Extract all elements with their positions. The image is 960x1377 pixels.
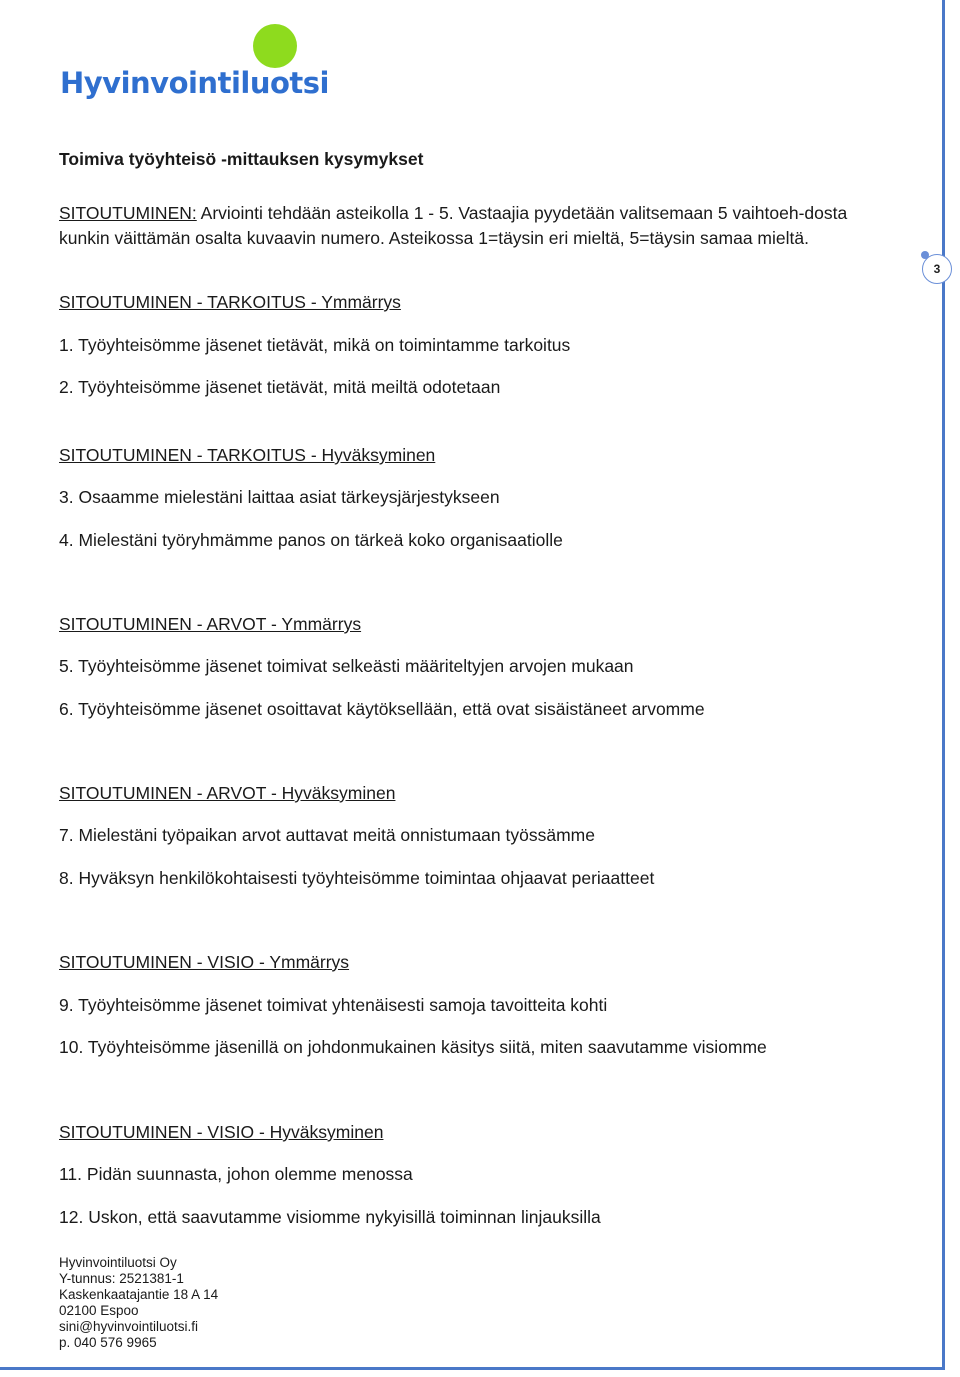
question-item: 4. Mielestäni työryhmämme panos on tärkeä koko organisaatiolle [59, 530, 563, 550]
page-frame-right [942, 0, 945, 1370]
footer-email[interactable]: sini@hyvinvointiluotsi.fi [59, 1319, 199, 1334]
page-number: 3 [922, 254, 952, 284]
section-heading: SITOUTUMINEN - ARVOT - Hyväksyminen [59, 783, 396, 803]
footer-business-id: Y-tunnus: 2521381-1 [59, 1271, 184, 1286]
question-item: 2. Työyhteisömme jäsenet tietävät, mitä meiltä odotetaan [59, 377, 501, 397]
footer-contact [59, 1255, 218, 1351]
section-heading: SITOUTUMINEN - TARKOITUS - Ymmärrys [59, 292, 401, 312]
question-item: 8. Hyväksyn henkilökohtaisesti työyhteisömme toimintaa ohjaavat periaatteet [59, 868, 655, 888]
intro-text: Arviointi tehdään asteikolla 1 - 5. Vastaajia pyydetään valitsemaan 5 vaihtoeh-dosta kunkin väittämän osalta kuvaavin numero. Asteikossa 1=täysin eri mieltä, 5=täysin samaa mieltä. [59, 203, 848, 248]
company-logo [60, 22, 329, 102]
section-heading: SITOUTUMINEN - VISIO - Hyväksyminen [59, 1122, 384, 1142]
question-item: 1. Työyhteisömme jäsenet tietävät, mikä on toimintamme tarkoitus [59, 335, 571, 355]
logo-dot-icon [253, 24, 297, 68]
question-item: 11. Pidän suunnasta, johon olemme menossa [59, 1164, 413, 1184]
logo-text: Hyvinvointiluotsi [60, 66, 329, 100]
question-item: 7. Mielestäni työpaikan arvot auttavat meitä onnistumaan työssämme [59, 825, 595, 845]
section-heading: SITOUTUMINEN - VISIO - Ymmärrys [59, 952, 350, 972]
question-item: 6. Työyhteisömme jäsenet osoittavat käytöksellään, että ovat sisäistäneet arvomme [59, 699, 705, 719]
section-heading: SITOUTUMINEN - ARVOT - Ymmärrys [59, 614, 362, 634]
footer-company: Hyvinvointiluotsi Oy [59, 1255, 177, 1270]
intro-paragraph [59, 201, 889, 251]
document-title: Toimiva työyhteisö -mittauksen kysymykset [59, 149, 424, 169]
footer-street: Kaskenkaatajantie 18 A 14 [59, 1287, 219, 1302]
question-item: 9. Työyhteisömme jäsenet toimivat yhtenäisesti samoja tavoitteita kohti [59, 995, 608, 1015]
footer-phone: p. 040 576 9965 [59, 1335, 157, 1350]
question-item: 10. Työyhteisömme jäsenillä on johdonmukainen käsitys siitä, miten saavutamme visiomme [59, 1037, 767, 1057]
footer-postal: 02100 Espoo [59, 1303, 139, 1318]
question-item: 12. Uskon, että saavutamme visiomme nykyisillä toiminnan linjauksilla [59, 1207, 601, 1227]
page-frame-bottom [0, 1367, 945, 1370]
intro-label: SITOUTUMINEN: [59, 203, 197, 223]
section-heading: SITOUTUMINEN - TARKOITUS - Hyväksyminen [59, 445, 436, 465]
question-item: 5. Työyhteisömme jäsenet toimivat selkeästi määriteltyjen arvojen mukaan [59, 656, 634, 676]
question-item: 3. Osaamme mielestäni laittaa asiat tärkeysjärjestykseen [59, 487, 500, 507]
